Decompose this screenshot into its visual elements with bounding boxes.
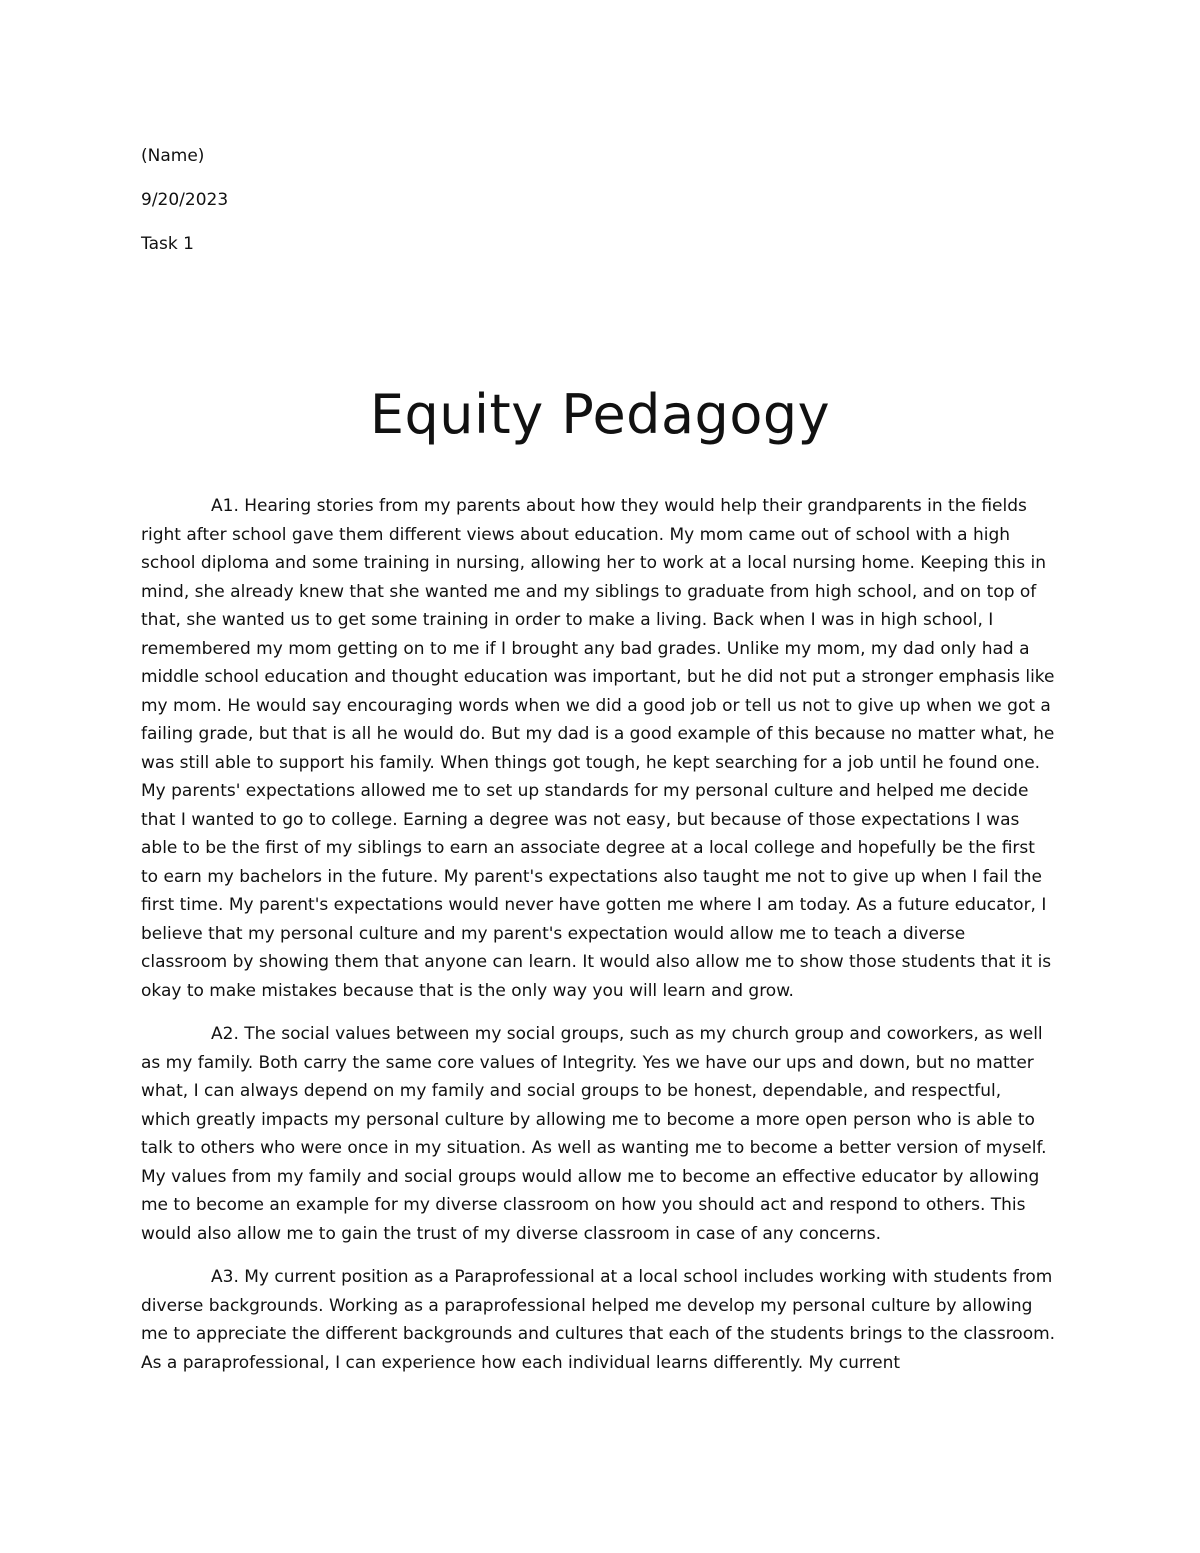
paragraph-label: A2.: [211, 1024, 239, 1044]
document-date: 9/20/2023: [141, 190, 229, 210]
paragraph-text: Hearing stories from my parents about how they would help their grandparents in the fields right after school gave them different views about education. My mom came out of school with a high school diploma and some training in nursing, allowing her to work at a local nursing home. Keeping this in mind, she already knew that she wanted me and my siblings to graduate from high school, and on top of that, she wanted us to get some training in order to make a living. Back when I was in high school, I remembered my mom getting on to me if I brought any bad grades. Unlike my mom, my dad only had a middle school education and thought education was important, but he did not put a stronger emphasis like my mom. He would say encouraging words when we did a good job or tell us not to give up when we got a failing grade, but that is all he would do. But my dad is a good example of this because no matter what, he was still able to support his family. When things got tough, he kept searching for a job until he found one. My parents' expectations allowed me to set up standards for my personal culture and helped me decide that I wanted to go to college. Earning a degree was not easy, but because of those expectations I was able to be the first of my siblings to earn an associate degree at a local college and hopefully be the first to earn my bachelors in the future. My parent's expectations also taught me not to give up when I fail the first time. My parent's expectations would never have gotten me where I am today. As a future educator, I believe that my personal culture and my parent's expectation would allow me to teach a diverse classroom by showing them that anyone can learn. It would also allow me to show those students that it is okay to make mistakes because that is the only way you will learn and grow.: [141, 496, 1055, 1001]
task-label: Task 1: [141, 234, 194, 254]
paragraph-a2: [141, 1020, 1056, 1248]
author-name: (Name): [141, 146, 205, 166]
paragraph-a3: [141, 1263, 1056, 1377]
document-body: [141, 492, 1056, 1392]
paragraph-a1: [141, 492, 1056, 1005]
paragraph-label: A3.: [211, 1267, 239, 1287]
paragraph-label: A1.: [211, 496, 239, 516]
document-title: Equity Pedagogy: [369, 383, 831, 446]
paragraph-text: The social values between my social groups, such as my church group and coworkers, as well as my family. Both carry the same core values of Integrity. Yes we have our ups and down, but no matter what, I can always depend on my family and social groups to be honest, dependable, and respectful, which greatly impacts my personal culture by allowing me to become a more open person who is able to talk to others who were once in my situation. As well as wanting me to become a better version of myself. My values from my family and social groups would allow me to become an effective educator by allowing me to become an example for my diverse classroom on how you should act and respond to others. This would also allow me to gain the trust of my diverse classroom in case of any concerns.: [141, 1024, 1047, 1244]
paragraph-text: My current position as a Paraprofessional at a local school includes working with students from diverse backgrounds. Working as a paraprofessional helped me develop my personal culture by allowing me to appreciate the different backgrounds and cultures that each of the students brings to the classroom. As a paraprofessional, I can experience how each individual learns differently. My current: [141, 1267, 1056, 1373]
